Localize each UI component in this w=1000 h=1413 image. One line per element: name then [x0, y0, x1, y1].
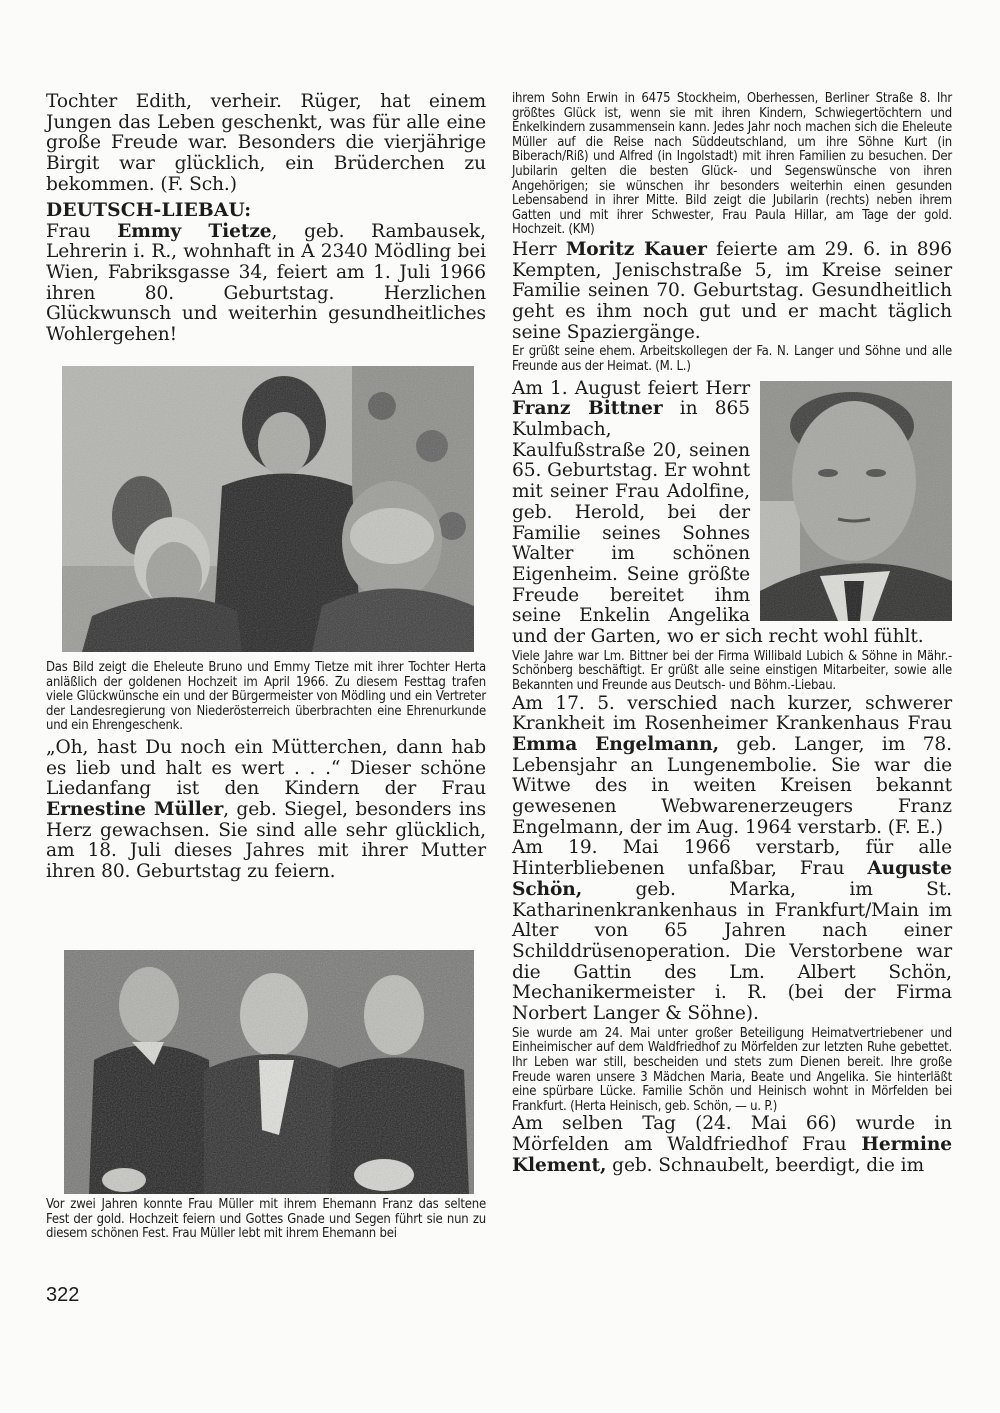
mueller-caption-block — [46, 1198, 486, 1242]
tietze-photo-image — [62, 366, 474, 652]
engelmann-text: geb. Langer, im 78. Lebensjahr an Lungenembolie. Sie war die Witwe des in weiten Kreisen bekannt gewesenen Webwarenerzeugers Franz Engelmann, der im Aug. 1964 verstarb. (F. E.) — [512, 733, 952, 838]
schoen-text: geb. Marka, im St. Katharinenkrankenhaus in Frankfurt/Main im Alter von 65 Jahren nach einer Schilddrüsenoperation. Die Verstorbene war die Gattin des Lm. Albert Schön, Mechanikermeister i. R. (bei der Firma Norbert Langer & Söhne). — [512, 878, 952, 1025]
page-number: 322 — [46, 1284, 80, 1306]
mueller-entry — [46, 738, 486, 883]
kauer-prefix: Herr — [512, 238, 566, 260]
left-column — [46, 92, 486, 346]
bittner-block — [512, 379, 952, 648]
tietze-entry — [46, 222, 486, 346]
klement-name: Hermine Klement, — [512, 1134, 952, 1176]
tietze-prefix: Frau — [46, 220, 118, 242]
right-column — [512, 92, 952, 1176]
tietze-text: , geb. Rambausek, Lehrerin i. R., wohnhaft in A 2340 Mödling bei Wien, Fabriksgasse 34, feiert am 1. Juli 1966 ihren 80. Geburtstag. Herzlichen Glückwunsch und weiterhin gesundheitliches Wohlergehen! — [46, 220, 486, 346]
klement-prefix: Am selben Tag (24. Mai 66) wurde in Mörfelden am Waldfriedhof Frau — [512, 1113, 952, 1156]
mueller-text: , geb. Siegel, besonders ins Herz gewachsen. Sie sind alle sehr glücklich, am 18. Juli dieses Jahres mit ihrer Mutter ihren 80. Geburtstag zu feiern. — [46, 799, 487, 883]
mueller-photo — [64, 950, 474, 1194]
schoen-note: Sie wurde am 24. Mai unter großer Beteiligung Heimatvertriebener und Einheimischer auf dem Waldfriedhof zu Mörfelden zur letzten Ruhe gebettet. Ihr Leben war still, bescheiden und stets zum Dienen bereit. Ihre große Freude waren unsere 3 Mädchen Maria, Beate und Angelika. Sie hinterläßt eine spürbare Lücke. Familie Schön und Heinisch wohnt in Mörfelden bei Frankfurt. (Herta Heinisch, geb. Schön, — u. P.) — [512, 1025, 952, 1114]
engelmann-entry — [512, 694, 952, 839]
tietze-photo — [62, 366, 474, 652]
kauer-text: feierte am 29. 6. in 896 Kempten, Jenischstraße 5, im Kreise seiner Familie seinen 70. Geburtstag. Gesundheitlich geht es ihm noch gut und er macht täglich seine Spaziergänge. — [512, 238, 952, 343]
bittner-text: in 865 Kulmbach, Kaulfußstraße 20, seinen 65. Geburtstag. Er wohnt mit seiner Frau Adolfine, geb. Herold, bei der Familie seines Sohnes Walter im schönen Eigenheim. Seine größte Freude bereitet ihm seine Enkelin Angelika und der Garten, wo er sich recht wohl fühlt. — [512, 398, 924, 648]
bittner-note: Viele Jahre war Lm. Bittner bei der Firma Willibald Lubich & Söhne in Mähr.-Schönberg beschäftigt. Er grüßt alle seine einstigen Mitarbeiter, sowie alle Bekannten und Freunde aus Deutsch- und Böhm.-Liebau. — [512, 648, 952, 693]
engelmann-name: Emma Engelmann, — [512, 733, 719, 755]
mueller-continued: ihrem Sohn Erwin in 6475 Stockheim, Oberhessen, Berliner Straße 8. Ihr größtes Glück ist, wenn sie mit ihren Kindern, Schwiegertöchtern und Enkelkindern zusammensein kann. Jedes Jahr noch machen sich die Eheleute Müller auf die Reise nach Süddeutschland, um ihre Söhne Kurt (in Biberach/Riß) und Alfred (in Ingolstadt) mit ihren Familien zu besuchen. Der Jubilarin gelten die besten Glück- und Segenswünsche von ihren Angehörigen; sie wünschen ihr besonders weiterhin einen gesunden Lebensabend in ihrer Mitte. Bild zeigt die Jubilarin (rechts) neben ihrem Gatten und mit ihrer Schwester, Frau Paula Hillar, am Tage der gold. Hochzeit. (KM) — [512, 91, 952, 238]
kauer-greeting: Er grüßt seine ehem. Arbeitskollegen der Fa. N. Langer und Söhne und alle Freunde aus der Heimat. (M. L.) — [512, 344, 952, 375]
bittner-prefix: Am 1. August feiert Herr — [512, 377, 750, 399]
schoen-prefix: Am 19. Mai 1966 verstarb, für alle Hinterbliebenen unfaßbar, Frau — [512, 837, 952, 880]
intro-paragraph: Tochter Edith, verheir. Rüger, hat einem Jungen das Leben geschenkt, was für alle eine große Freude war. Besonders die vierjährige Birgit war glücklich, ein Brüderchen zu bekommen. (F. Sch.) — [46, 91, 486, 195]
bittner-photo-image — [760, 381, 952, 621]
mueller-caption: Vor zwei Jahren konnte Frau Müller mit ihrem Ehemann Franz das seltene Fest der gold. Hochzeit feiern und Gottes Gnade und Segen führt sie nun zu diesem schönen Fest. Frau Müller lebt mit ihrem Ehemann bei — [46, 1197, 486, 1242]
bittner-photo — [760, 381, 952, 621]
tietze-name: Emmy Tietze — [117, 220, 272, 242]
section-heading-deutsch-liebau: DEUTSCH-LIEBAU: — [46, 199, 252, 221]
bittner-name: Franz Bittner — [512, 398, 663, 420]
mueller-photo-image — [64, 950, 474, 1194]
klement-text: geb. Schnaubelt, beerdigt, die im — [606, 1154, 924, 1176]
tietze-caption-block — [46, 661, 486, 883]
schoen-entry — [512, 838, 952, 1024]
engelmann-prefix: Am 17. 5. verschied nach kurzer, schwerer Krankheit im Rosenheimer Krankenhaus Frau — [512, 692, 952, 735]
tietze-caption: Das Bild zeigt die Eheleute Bruno und Emmy Tietze mit ihrer Tochter Herta anläßlich der goldenen Hochzeit im April 1966. Zu diesem Festtag trafen viele Glückwünsche ein und der Bürgermeister von Mödling und ein Vertreter der Landesregierung von Niederösterreich überbrachten eine Ehrenurkunde und ein Ehrengeschenk. — [46, 660, 486, 734]
klement-entry — [512, 1114, 952, 1176]
mueller-prefix: „Oh, hast Du noch ein Mütterchen, dann hab es lieb und halt es wert . . .“ Dieser schöne Liedanfang ist den Kindern der Frau — [46, 736, 486, 800]
kauer-name: Moritz Kauer — [565, 238, 707, 260]
kauer-entry — [512, 240, 952, 344]
schoen-name: Auguste Schön, — [512, 858, 952, 900]
mueller-name: Ernestine Müller — [46, 799, 224, 821]
